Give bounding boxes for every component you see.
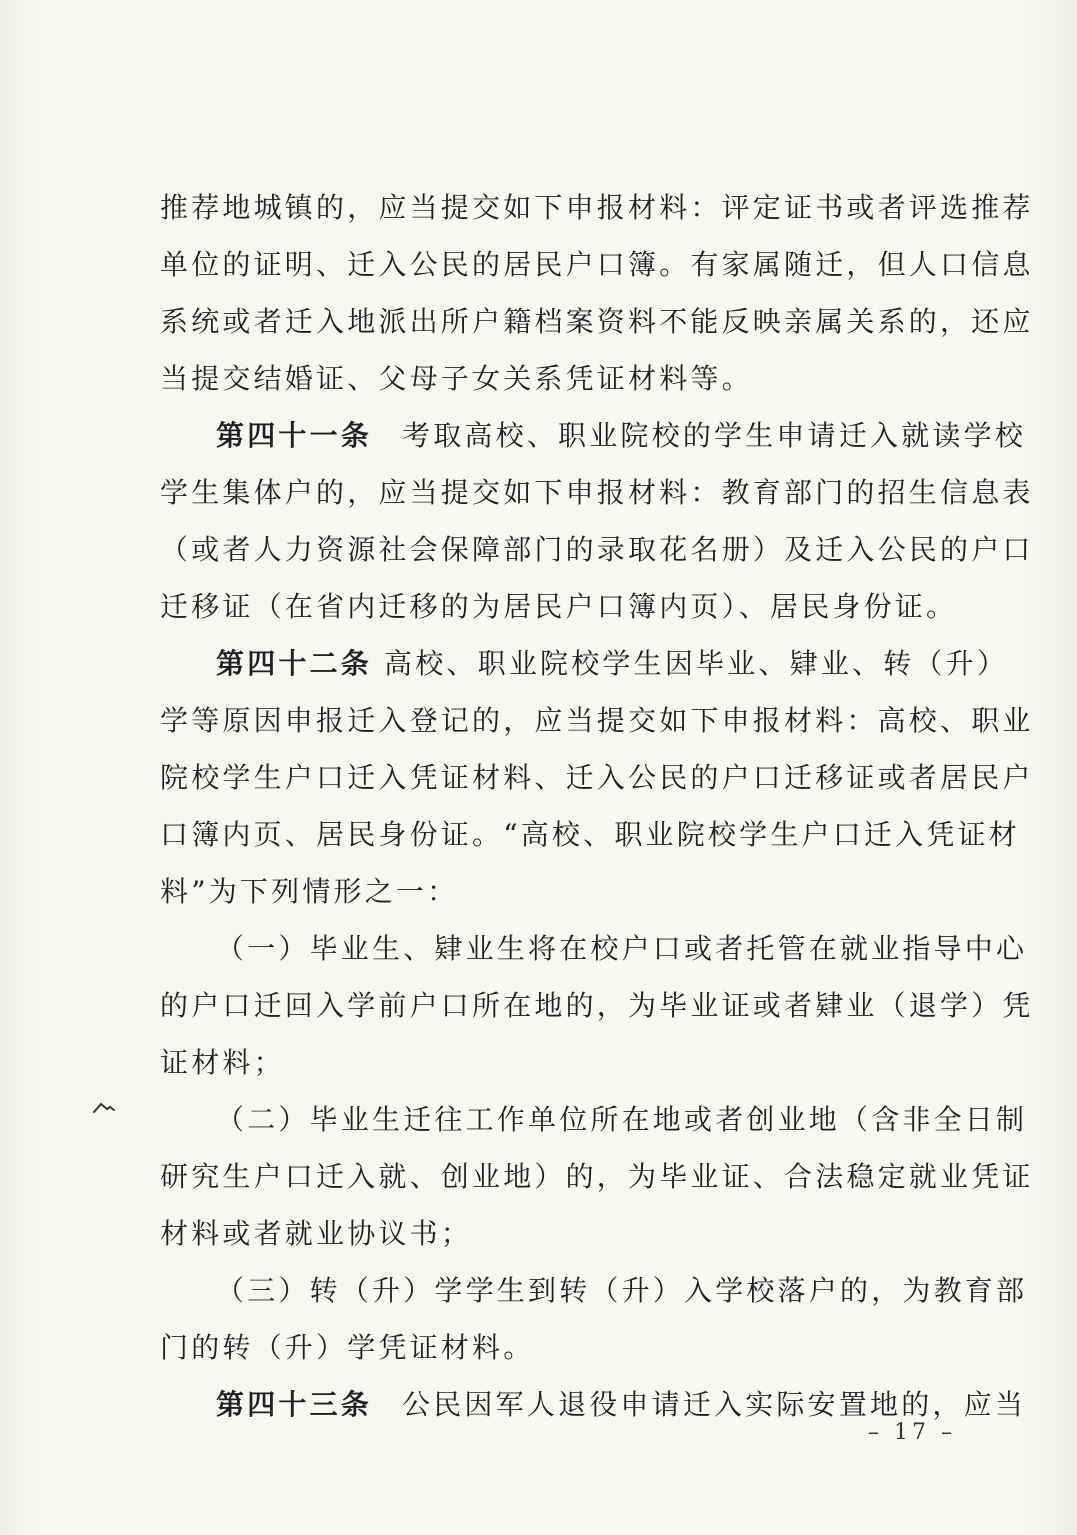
text-line: （或者人力资源社会保障部门的录取花名册）及迁入公民的户口 bbox=[160, 533, 1034, 566]
pen-mark-icon bbox=[92, 1098, 120, 1116]
text-line: 系统或者迁入地派出所户籍档案资料不能反映亲属关系的，还应 bbox=[160, 305, 1034, 338]
article-41-heading: 第四十一条 bbox=[216, 419, 373, 452]
article-42-first-line bbox=[216, 642, 1008, 682]
text-line: 推荐地城镇的，应当提交如下申报材料：评定证书或者评选推荐 bbox=[160, 191, 1034, 224]
list-item-line: 证材料； bbox=[160, 1046, 285, 1079]
article-42-heading: 第四十二条 bbox=[216, 647, 373, 680]
list-item-line: （二）毕业生迁往工作单位所在地或者创业地（含非全日制 bbox=[216, 1103, 1028, 1136]
list-item-line: 门的转（升）学凭证材料。 bbox=[160, 1331, 535, 1364]
article-43-first-line bbox=[216, 1383, 1026, 1423]
text-line: 料”为下列情形之一： bbox=[160, 875, 459, 908]
list-item-line: 材料或者就业协议书； bbox=[160, 1217, 473, 1250]
list-item-line: （一）毕业生、肄业生将在校户口或者托管在就业指导中心 bbox=[216, 932, 1028, 965]
text-line: 公民因军人退役申请迁入实际安置地的，应当 bbox=[402, 1388, 1027, 1421]
list-item-line: 研究生户口迁入就、创业地）的，为毕业证、合法稳定就业凭证 bbox=[160, 1160, 1034, 1193]
text-line: 学等原因申报迁入登记的，应当提交如下申报材料：高校、职业 bbox=[160, 704, 1034, 737]
text-line: 考取高校、职业院校的学生申请迁入就读学校 bbox=[402, 419, 1027, 452]
text-line: 学生集体户的，应当提交如下申报材料：教育部门的招生信息表 bbox=[160, 476, 1034, 509]
article-41-first-line bbox=[216, 414, 1026, 454]
text-line: 迁移证（在省内迁移的为居民户口簿内页）、居民身份证。 bbox=[160, 590, 958, 623]
list-item-line: 的户口迁回入学前户口所在地的，为毕业证或者肄业（退学）凭 bbox=[160, 989, 1034, 1022]
text-line: 高校、职业院校学生因毕业、肄业、转（升） bbox=[384, 647, 1009, 680]
text-line: 院校学生户口迁入凭证材料、迁入公民的户口迁移证或者居民户 bbox=[160, 761, 1034, 794]
list-item-line: （三）转（升）学学生到转（升）入学校落户的，为教育部 bbox=[216, 1274, 1028, 1307]
text-line: 口簿内页、居民身份证。“高校、职业院校学生户口迁入凭证材 bbox=[160, 818, 1020, 851]
article-43-heading: 第四十三条 bbox=[216, 1388, 373, 1421]
page-number: – 17 – bbox=[868, 1420, 956, 1445]
text-line: 当提交结婚证、父母子女关系凭证材料等。 bbox=[160, 362, 753, 395]
text-line: 单位的证明、迁入公民的居民户口簿。有家属随迁，但人口信息 bbox=[160, 248, 1034, 281]
